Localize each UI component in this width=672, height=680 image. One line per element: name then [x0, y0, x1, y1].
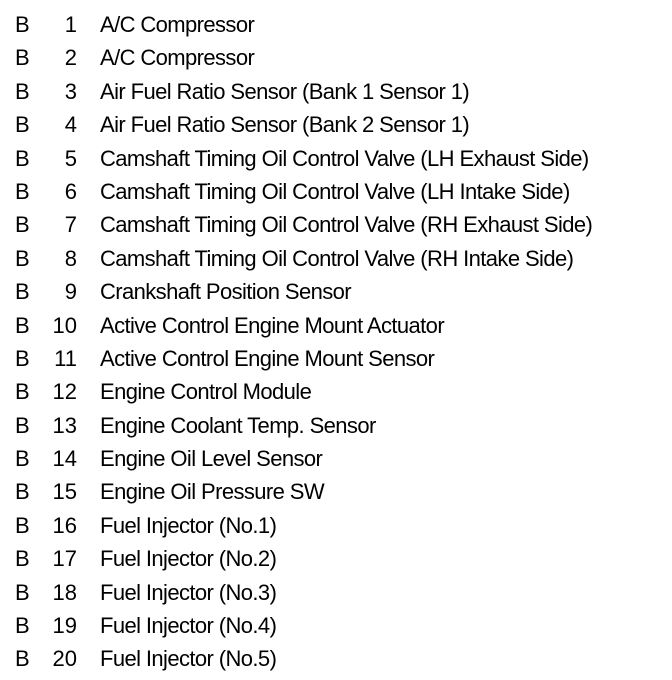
row-label: Active Control Engine Mount Sensor	[100, 345, 435, 371]
row-number: 16	[52, 512, 77, 538]
legend-row	[0, 509, 672, 542]
row-number: 6	[64, 178, 77, 204]
legend-row	[0, 108, 672, 141]
legend-row	[0, 8, 672, 41]
row-prefix: B	[15, 212, 30, 238]
legend-row	[0, 576, 672, 609]
row-prefix: B	[15, 613, 30, 639]
row-label: Camshaft Timing Oil Control Valve (LH Exhaust Side)	[100, 145, 589, 171]
row-prefix: B	[15, 412, 30, 438]
row-label: Engine Oil Pressure SW	[100, 479, 324, 505]
row-prefix: B	[15, 112, 30, 138]
legend-row	[0, 275, 672, 308]
row-label: Crankshaft Position Sensor	[100, 279, 351, 305]
row-number: 14	[52, 446, 77, 472]
row-label: Engine Control Module	[100, 379, 312, 405]
row-number: 2	[64, 45, 77, 71]
row-prefix: B	[15, 546, 30, 572]
row-label: Fuel Injector (No.5)	[100, 646, 277, 672]
row-number: 1	[64, 12, 77, 37]
legend-row	[0, 342, 672, 375]
row-label: Fuel Injector (No.4)	[100, 613, 277, 639]
legend-row	[0, 609, 672, 642]
legend-row	[0, 475, 672, 508]
row-prefix: B	[15, 279, 30, 305]
legend-row	[0, 309, 672, 342]
row-label: Engine Coolant Temp. Sensor	[100, 412, 376, 438]
row-label: Air Fuel Ratio Sensor (Bank 2 Sensor 1)	[100, 112, 470, 138]
row-prefix: B	[15, 512, 30, 538]
row-label: Camshaft Timing Oil Control Valve (RH Intake Side)	[100, 245, 574, 271]
legend-row	[0, 142, 672, 175]
row-prefix: B	[15, 479, 30, 505]
row-prefix: B	[15, 646, 30, 672]
row-label: Camshaft Timing Oil Control Valve (RH Exhaust Side)	[100, 212, 593, 238]
legend-row	[0, 75, 672, 108]
row-prefix: B	[15, 312, 30, 338]
legend-row	[0, 208, 672, 241]
row-label: Air Fuel Ratio Sensor (Bank 1 Sensor 1)	[100, 78, 470, 104]
row-prefix: B	[15, 446, 30, 472]
legend-row	[0, 242, 672, 275]
row-label: A/C Compressor	[100, 45, 255, 71]
legend-row	[0, 41, 672, 74]
row-number: 8	[64, 245, 77, 271]
row-number: 12	[52, 379, 77, 405]
legend-row	[0, 409, 672, 442]
legend-row	[0, 542, 672, 575]
row-prefix: B	[15, 145, 30, 171]
row-number: 11	[54, 345, 77, 371]
row-label: Fuel Injector (No.2)	[100, 546, 277, 572]
row-number: 4	[64, 112, 77, 138]
row-number: 3	[64, 78, 77, 104]
component-legend	[0, 8, 672, 676]
row-number: 10	[52, 312, 77, 338]
row-number: 20	[52, 646, 77, 672]
row-prefix: B	[15, 379, 30, 405]
row-prefix: B	[15, 579, 30, 605]
row-number: 17	[52, 546, 77, 572]
row-prefix: B	[15, 45, 30, 71]
row-number: 13	[52, 412, 77, 438]
row-label: Engine Oil Level Sensor	[100, 446, 323, 472]
legend-row	[0, 375, 672, 408]
legend-row	[0, 175, 672, 208]
row-label: Active Control Engine Mount Actuator	[100, 312, 445, 338]
row-number: 9	[64, 279, 77, 305]
row-number: 19	[52, 613, 77, 639]
row-number: 7	[64, 212, 77, 238]
legend-row	[0, 442, 672, 475]
row-prefix: B	[15, 12, 30, 37]
row-prefix: B	[15, 78, 30, 104]
row-label: Fuel Injector (No.3)	[100, 579, 277, 605]
legend-row	[0, 642, 672, 675]
row-number: 15	[52, 479, 77, 505]
row-label: A/C Compressor	[100, 12, 255, 37]
row-prefix: B	[15, 245, 30, 271]
row-number: 5	[64, 145, 77, 171]
row-label: Camshaft Timing Oil Control Valve (LH Intake Side)	[100, 178, 570, 204]
row-number: 18	[52, 579, 77, 605]
row-prefix: B	[15, 345, 30, 371]
row-label: Fuel Injector (No.1)	[100, 512, 277, 538]
row-prefix: B	[15, 178, 30, 204]
